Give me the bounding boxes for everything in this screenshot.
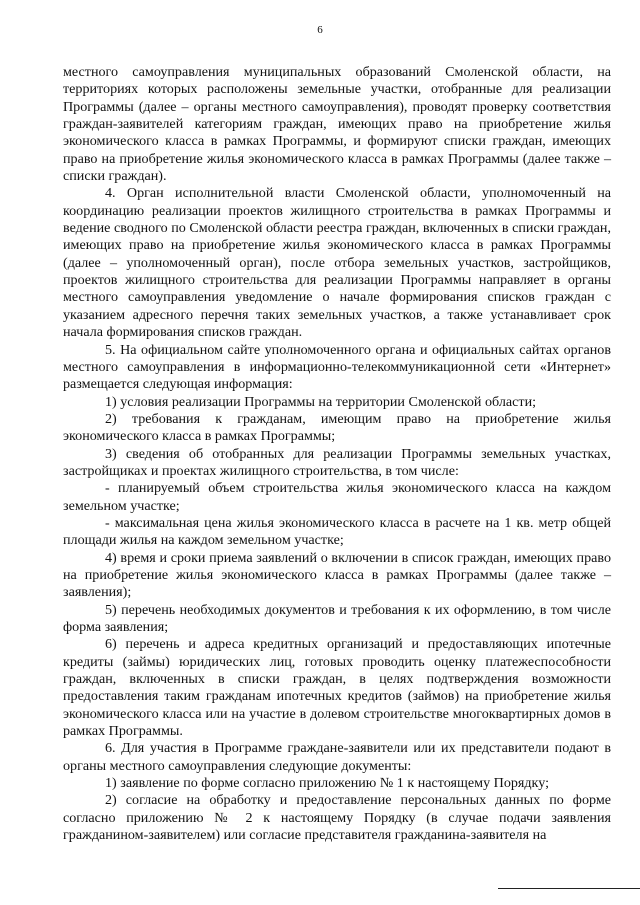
list-item-5-3: 3) сведения об отобранных для реализации Программы земельных участках, застройщиках и проектах жилищного строительства, в том числе: <box>63 445 611 479</box>
list-item-5-2: 2) требования к гражданам, имеющим право на приобретение жилья экономического класса в рамках Программы; <box>63 410 611 445</box>
paragraph-4: 4. Орган исполнительной власти Смоленской области, уполномоченный на координацию реализации проектов жилищного строительства в рамках Программы и ведение сводного по Смоленской области реестра граждан, включенных в списки граждан, имеющих право на приобретение жилья экономического класса в рамках Программы (далее – уполномоченный орган), после отбора земельных участков, застройщиков, проектов жилищного строительства для реализации Программы направляет в органы местного самоуправления уведомление о начале формирования списков граждан с указанием адресного перечня таких земельных участков, а также устанавливает срок начала формирования списков граждан. <box>63 185 611 341</box>
page-number: 6 <box>317 24 323 36</box>
list-item-5-5: 5) перечень необходимых документов и требования к их оформлению, в том числе форма заявления; <box>63 601 611 635</box>
list-item-5-3-dash-1: - планируемый объем строительства жилья экономического класса на каждом земельном участке; <box>63 480 611 514</box>
list-item-5-3-dash-2: - максимальная цена жилья экономического класса в расчете на 1 кв. метр общей площади жилья на каждом земельном участке; <box>63 514 611 549</box>
paragraph-continuation: местного самоуправления муниципальных образований Смоленской области, на территориях которых расположены земельные участки, отобранные для реализации Программы (далее – органы местного самоуправления), проводят проверку соответствия граждан-заявителей категориям граждан, имеющих право на приобретение жилья экономического класса в рамках Программы, и формируют списки граждан, имеющих право на приобретение жилья экономического класса в рамках Программы (далее также – списки граждан). <box>63 64 611 185</box>
document-body <box>63 64 611 844</box>
list-item-5-1: 1) условия реализации Программы на территории Смоленской области; <box>105 393 537 410</box>
list-item-5-6: 6) перечень и адреса кредитных организаций и предоставляющих ипотечные кредиты (займы) юридических лиц, готовых проводить оценку платежеспособности граждан, включенных в списки граждан, в целях подтверждения возможности предоставления таким гражданам ипотечных кредитов (займов) на приобретение жилья экономического класса или на участие в долевом строительстве многоквартирных домов в рамках Программы. <box>63 636 611 740</box>
list-item-6-2: 2) согласие на обработку и предоставление персональных данных по форме согласно приложению № 2 к настоящему Порядку (в случае подачи заявления гражданином-заявителем) или согласие представителя гражданина-заявителя на <box>63 792 611 844</box>
paragraph-5: 5. На официальном сайте уполномоченного органа и официальных сайтах органов местного самоуправления в информационно-телекоммуникационной сети «Интернет» размещается следующая информация: <box>63 341 611 393</box>
bottom-divider <box>498 888 640 889</box>
paragraph-6: 6. Для участия в Программе граждане-заявители или их представители подают в органы местного самоуправления следующие документы: <box>63 740 611 774</box>
list-item-6-1: 1) заявление по форме согласно приложению № 1 к настоящему Порядку; <box>105 775 549 792</box>
list-item-5-4: 4) время и сроки приема заявлений о включении в список граждан, имеющих право на приобретение жилья экономического класса в рамках Программы (далее также – заявления); <box>63 549 611 601</box>
